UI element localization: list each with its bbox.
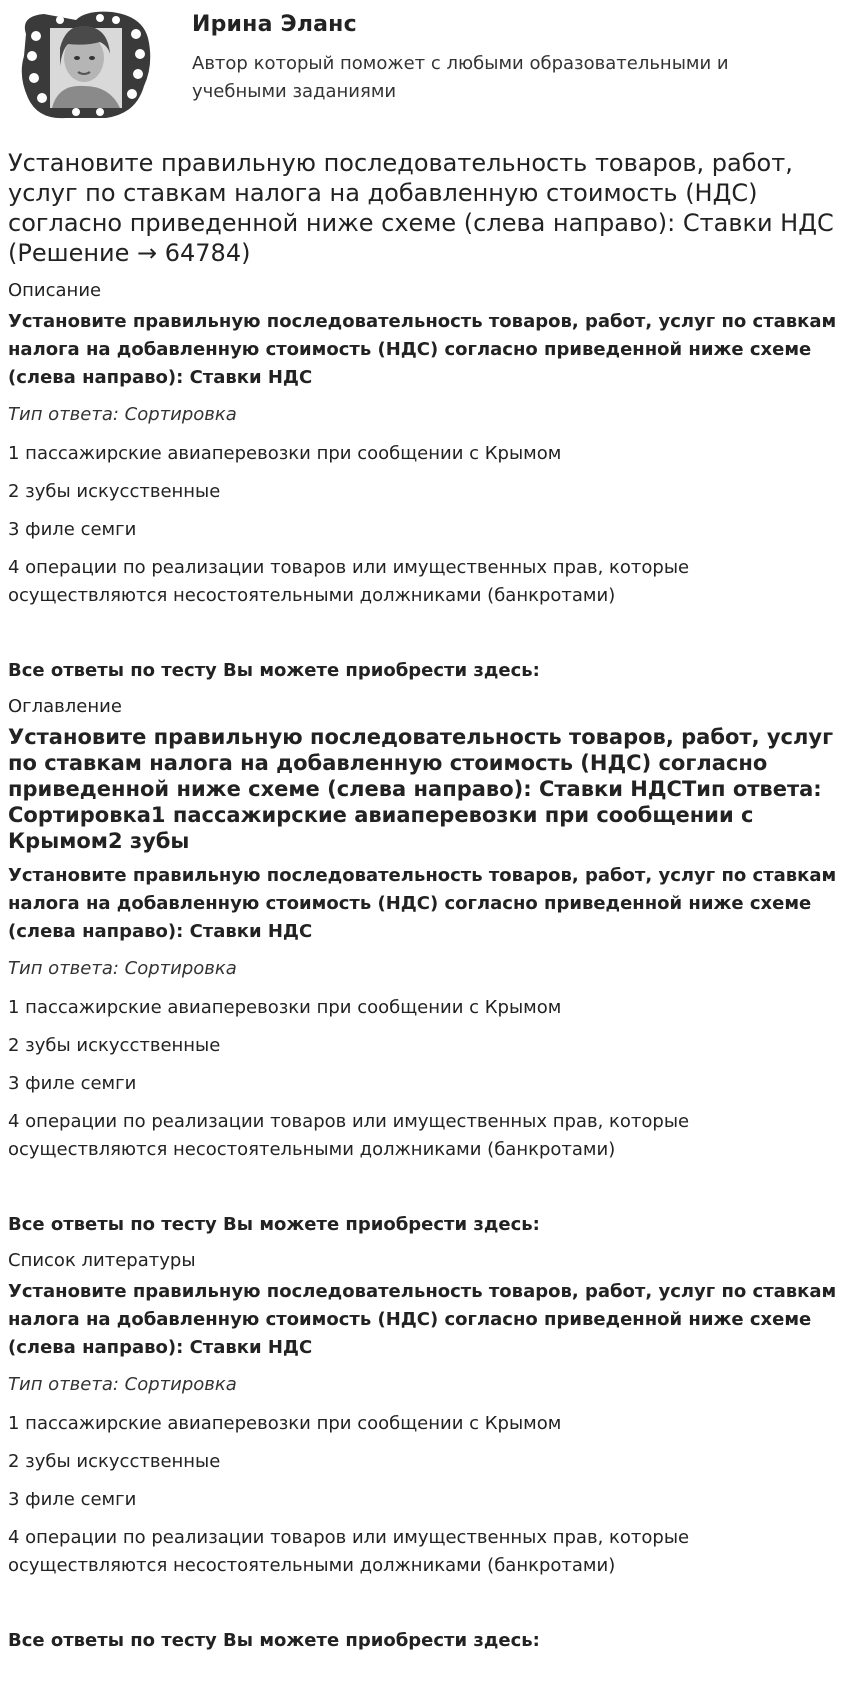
list-item: 1 пассажирские авиаперевозки при сообщении с Крымом bbox=[8, 1413, 562, 1434]
list-item: 4 операции по реализации товаров или имущественных прав, которые осуществляются несостоятельными должниками (банкротами) bbox=[8, 1111, 690, 1160]
answer-type: Тип ответа: Сортировка bbox=[8, 1374, 237, 1395]
list-item: 2 зубы искусственные bbox=[8, 1451, 221, 1472]
list-item: 4 операции по реализации товаров или имущественных прав, которые осуществляются несостоятельными должниками (банкротами) bbox=[8, 1527, 690, 1576]
section-label-references: Список литературы bbox=[8, 1250, 196, 1271]
list-item: 1 пассажирские авиаперевозки при сообщении с Крымом bbox=[8, 443, 562, 464]
toc-heading: Установите правильную последовательность товаров, работ, услуг по ставкам налога на добавленную стоимость (НДС) согласно приведенной ниже схеме (слева направо): Ставки НДСТип ответа: Сортировка1 пассажирские авиаперевозки при сообщении с Крымом2 зубы bbox=[8, 725, 834, 853]
list-item: 2 зубы искусственные bbox=[8, 481, 221, 502]
list-item: 3 филе семги bbox=[8, 519, 137, 540]
buy-answers-link[interactable]: Все ответы по тесту Вы можете приобрести здесь: bbox=[8, 1630, 540, 1651]
list-item: 3 филе семги bbox=[8, 1489, 137, 1510]
film-reel-avatar-icon bbox=[16, 6, 156, 126]
section-label-description: Описание bbox=[8, 280, 102, 301]
spacer bbox=[8, 620, 839, 658]
author-header bbox=[8, 0, 839, 130]
references-section bbox=[8, 1248, 839, 1654]
answer-type: Тип ответа: Сортировка bbox=[8, 958, 237, 979]
list-item: 4 операции по реализации товаров или имущественных прав, которые осуществляются несостоятельными должниками (банкротами) bbox=[8, 557, 690, 606]
page-title: Установите правильную последовательность товаров, работ, услуг по ставкам налога на добавленную стоимость (НДС) согласно приведенной ниже схеме (слева направо): Ставки НДС (Решение → 64784) bbox=[8, 149, 834, 267]
author-description: Автор который поможет с любыми образовательными и учебными заданиями bbox=[192, 53, 729, 102]
question-text: Установите правильную последовательность товаров, работ, услуг по ставкам налога на добавленную стоимость (НДС) согласно приведенной ниже схеме (слева направо): Ставки НДС bbox=[8, 1281, 837, 1358]
list-item: 3 филе семги bbox=[8, 1073, 137, 1094]
author-name[interactable]: Ирина Эланс bbox=[192, 12, 357, 37]
answer-type: Тип ответа: Сортировка bbox=[8, 404, 237, 425]
description-section bbox=[8, 278, 839, 684]
spacer bbox=[8, 1590, 839, 1628]
buy-answers-link[interactable]: Все ответы по тесту Вы можете приобрести здесь: bbox=[8, 1214, 540, 1235]
spacer bbox=[8, 1174, 839, 1212]
question-text: Установите правильную последовательность товаров, работ, услуг по ставкам налога на добавленную стоимость (НДС) согласно приведенной ниже схеме (слева направо): Ставки НДС bbox=[8, 865, 837, 942]
avatar[interactable] bbox=[16, 6, 156, 126]
toc-section bbox=[8, 694, 839, 1238]
list-item: 1 пассажирские авиаперевозки при сообщении с Крымом bbox=[8, 997, 562, 1018]
question-text: Установите правильную последовательность товаров, работ, услуг по ставкам налога на добавленную стоимость (НДС) согласно приведенной ниже схеме (слева направо): Ставки НДС bbox=[8, 311, 837, 388]
section-label-toc: Оглавление bbox=[8, 696, 122, 717]
list-item: 2 зубы искусственные bbox=[8, 1035, 221, 1056]
buy-answers-link[interactable]: Все ответы по тесту Вы можете приобрести здесь: bbox=[8, 660, 540, 681]
